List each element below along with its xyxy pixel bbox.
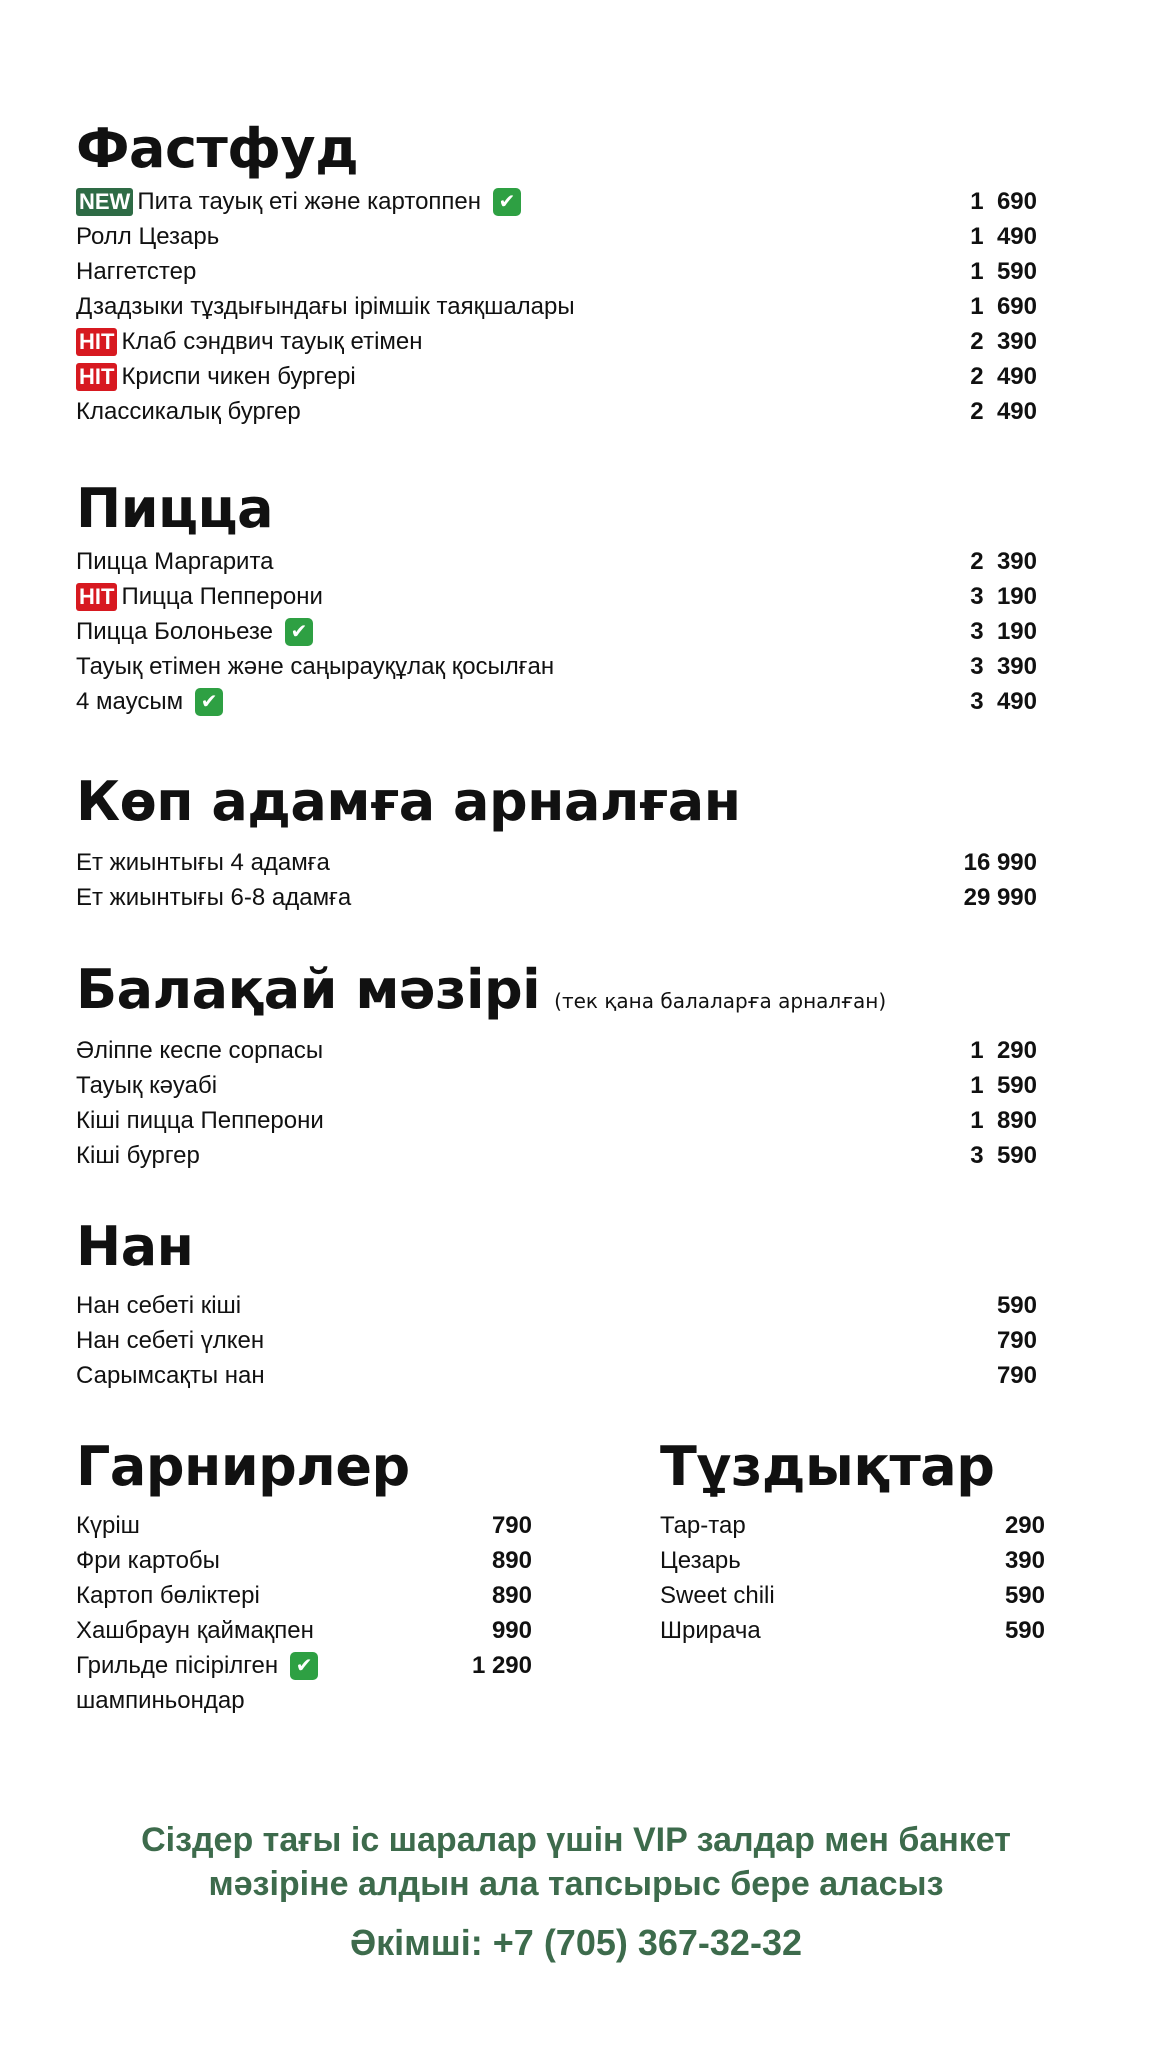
menu-item bbox=[76, 254, 1037, 289]
menu-item-label: Әліппе кеспе сорпасы bbox=[76, 1036, 324, 1064]
menu-item-label: Пицца Маргарита bbox=[76, 547, 274, 575]
menu-item-name bbox=[76, 884, 351, 912]
menu-item-label: Цезарь bbox=[660, 1546, 741, 1574]
menu-item-label: Күріш bbox=[76, 1511, 140, 1539]
menu-item-name bbox=[76, 1652, 318, 1680]
menu-item-name bbox=[660, 1512, 746, 1540]
menu-item-price: 2 390 bbox=[970, 327, 1037, 355]
menu-item-price: 590 bbox=[1004, 1616, 1045, 1644]
menu-item-price: 590 bbox=[1004, 1581, 1045, 1609]
menu-item-label: Наггетстер bbox=[76, 257, 197, 285]
menu-item-price: 1 690 bbox=[970, 187, 1037, 215]
section-title-sides: Гарнирлер bbox=[76, 1435, 410, 1498]
menu-item-label: Сарымсақты нан bbox=[76, 1361, 265, 1389]
menu-item-label: Ет жиынтығы 6-8 адамға bbox=[76, 883, 352, 911]
sauces-list bbox=[660, 1508, 1045, 1648]
menu-item-price: 1 490 bbox=[970, 222, 1037, 250]
section-title-kids bbox=[76, 958, 1037, 1021]
menu-item-name bbox=[76, 223, 219, 251]
menu-item-name bbox=[76, 1327, 264, 1355]
section-sauces bbox=[660, 1435, 1045, 1648]
menu-item bbox=[76, 845, 1037, 880]
menu-item-price: 29 990 bbox=[963, 883, 1037, 911]
menu-item bbox=[76, 1323, 1037, 1358]
menu-item bbox=[76, 184, 1037, 219]
group-list bbox=[76, 845, 1037, 915]
section-bread bbox=[76, 1215, 1037, 1393]
menu-item-price: 890 bbox=[491, 1546, 532, 1574]
menu-item-price: 990 bbox=[491, 1616, 532, 1644]
menu-item-price: 790 bbox=[491, 1511, 532, 1539]
menu-item-name bbox=[76, 398, 301, 426]
hit-badge: HIT bbox=[76, 328, 117, 356]
menu-item-label: Ет жиынтығы 4 адамға bbox=[76, 848, 330, 876]
menu-item-name bbox=[76, 653, 554, 681]
menu-item-price: 590 bbox=[996, 1291, 1037, 1319]
menu-item-label: Картоп бөліктері bbox=[76, 1581, 260, 1609]
menu-item bbox=[76, 544, 1037, 579]
menu-item-price: 1 890 bbox=[970, 1106, 1037, 1134]
section-fastfood bbox=[76, 117, 1037, 429]
footer-line-1: Сіздер тағы іс шаралар үшін VIP залдар мен банкет bbox=[141, 1821, 1011, 1859]
menu-item bbox=[660, 1578, 1045, 1613]
menu-item-name bbox=[660, 1582, 775, 1610]
menu-item bbox=[76, 880, 1037, 915]
menu-item-name bbox=[76, 328, 423, 356]
menu-item-name bbox=[76, 583, 323, 611]
hit-badge: HIT bbox=[76, 583, 117, 611]
menu-item bbox=[76, 579, 1037, 614]
menu-item bbox=[76, 1358, 1037, 1393]
section-group bbox=[76, 770, 1037, 915]
menu-item-name bbox=[76, 363, 356, 391]
menu-item bbox=[76, 1068, 1037, 1103]
menu-item-name bbox=[76, 618, 313, 646]
hit-badge: HIT bbox=[76, 363, 117, 391]
menu-item-label: Пицца Болоньезе bbox=[76, 617, 274, 645]
section-pizza bbox=[76, 477, 1037, 719]
menu-item-label: Фри картобы bbox=[76, 1546, 220, 1574]
menu-item bbox=[76, 289, 1037, 324]
menu-item bbox=[76, 359, 1037, 394]
menu-item-name bbox=[76, 849, 330, 877]
menu-item-name bbox=[76, 1362, 265, 1390]
menu-item bbox=[76, 219, 1037, 254]
menu-item-label: Шрирача bbox=[660, 1616, 761, 1644]
menu-item-price: 1 290 bbox=[970, 1036, 1037, 1064]
menu-item bbox=[76, 1103, 1037, 1138]
menu-item-price: 3 490 bbox=[970, 687, 1037, 715]
sides-last-line-text: шампиньондар bbox=[76, 1686, 245, 1714]
menu-item bbox=[660, 1613, 1045, 1648]
footer bbox=[0, 1818, 1152, 1964]
menu-item-name bbox=[76, 1617, 314, 1645]
menu-item-label: Тар-тар bbox=[660, 1511, 746, 1539]
menu-item-price: 290 bbox=[1004, 1511, 1045, 1539]
menu-item bbox=[76, 1543, 532, 1578]
menu-item bbox=[76, 649, 1037, 684]
sides-list bbox=[76, 1508, 532, 1683]
menu-item-price: 790 bbox=[996, 1361, 1037, 1389]
fastfood-list bbox=[76, 184, 1037, 429]
menu-item-name bbox=[76, 1107, 324, 1135]
menu-item-price: 1 690 bbox=[970, 292, 1037, 320]
menu-item bbox=[660, 1508, 1045, 1543]
menu-item bbox=[76, 1578, 532, 1613]
menu-item-name bbox=[76, 1582, 260, 1610]
menu-item-label: Тауық етімен және саңырауқұлақ қосылған bbox=[76, 652, 555, 680]
menu-item-label: Ролл Цезарь bbox=[76, 222, 220, 250]
menu-item-label: Грильде пісірілген bbox=[76, 1651, 279, 1679]
section-title-bread: Нан bbox=[76, 1215, 194, 1278]
menu-item bbox=[76, 1138, 1037, 1173]
menu-item bbox=[660, 1543, 1045, 1578]
menu-item-price: 2 390 bbox=[970, 547, 1037, 575]
menu-item-name bbox=[76, 1292, 241, 1320]
menu-item-label: Sweet chili bbox=[660, 1581, 775, 1609]
menu-item-name bbox=[76, 1512, 140, 1540]
menu-item bbox=[76, 684, 1037, 719]
menu-item-label: Хашбраун қаймақпен bbox=[76, 1616, 314, 1644]
sides-last-line bbox=[76, 1683, 532, 1718]
section-title-group: Көп адамға арналған bbox=[76, 770, 741, 833]
menu-item-label: Криспи чикен бургері bbox=[121, 362, 356, 390]
menu-item-label: 4 маусым bbox=[76, 687, 184, 715]
menu-item-name bbox=[76, 1037, 323, 1065]
menu-item-price: 3 190 bbox=[970, 582, 1037, 610]
menu-item bbox=[76, 1648, 532, 1683]
section-title-pizza: Пицца bbox=[76, 477, 274, 540]
footer-phone[interactable]: Әкімші: +7 (705) 367-32-32 bbox=[349, 1922, 802, 1963]
section-title-sauces: Тұздықтар bbox=[660, 1435, 995, 1498]
menu-item bbox=[76, 614, 1037, 649]
menu-item-label: Дзадзыки тұздығындағы ірімшік таяқшалары bbox=[76, 292, 575, 320]
menu-item bbox=[76, 324, 1037, 359]
kids-note: (тек қана балаларға арналған) bbox=[554, 989, 887, 1013]
menu-item-price: 3 590 bbox=[970, 1141, 1037, 1169]
menu-item bbox=[76, 1613, 532, 1648]
footer-line-2: мәзіріне алдын ала тапсырыс бере аласыз bbox=[208, 1865, 944, 1903]
menu-item-name bbox=[76, 548, 274, 576]
checkmark-icon: ✔ bbox=[285, 618, 313, 646]
section-kids bbox=[76, 958, 1037, 1173]
menu-item-name bbox=[76, 1072, 217, 1100]
menu-item-price: 390 bbox=[1004, 1546, 1045, 1574]
kids-title-text: Балақай мәзірі bbox=[76, 958, 541, 1021]
menu-item bbox=[76, 1033, 1037, 1068]
menu-item-name bbox=[660, 1617, 761, 1645]
menu-item-price: 890 bbox=[491, 1581, 532, 1609]
menu-item-name bbox=[76, 188, 521, 216]
menu-item-price: 790 bbox=[996, 1326, 1037, 1354]
menu-item-name bbox=[76, 293, 575, 321]
menu-item-name bbox=[76, 258, 196, 286]
menu-item-price: 1 590 bbox=[970, 257, 1037, 285]
menu-item-name bbox=[76, 1547, 220, 1575]
menu-item-name bbox=[76, 688, 223, 716]
menu-item-name bbox=[76, 1142, 200, 1170]
section-sides bbox=[76, 1435, 532, 1718]
menu-item-label: Клаб сэндвич тауық етімен bbox=[121, 327, 423, 355]
menu-item-label: Кіші пицца Пепперони bbox=[76, 1106, 324, 1134]
pizza-list bbox=[76, 544, 1037, 719]
section-title-fastfood: Фастфуд bbox=[76, 117, 359, 180]
menu-item-price: 2 490 bbox=[970, 397, 1037, 425]
menu-item-price: 2 490 bbox=[970, 362, 1037, 390]
menu-item-label: Пицца Пепперони bbox=[121, 582, 323, 610]
menu-item-label: Нан себеті үлкен bbox=[76, 1326, 265, 1354]
menu-item-price: 1 290 bbox=[471, 1651, 532, 1679]
menu-item bbox=[76, 394, 1037, 429]
menu-item-name bbox=[660, 1547, 741, 1575]
menu-item-price: 16 990 bbox=[963, 848, 1037, 876]
menu-item-label: Кіші бургер bbox=[76, 1141, 200, 1169]
checkmark-icon: ✔ bbox=[493, 188, 521, 216]
menu-item-label: Тауық кәуабі bbox=[76, 1071, 218, 1099]
checkmark-icon: ✔ bbox=[195, 688, 223, 716]
menu-item-price: 1 590 bbox=[970, 1071, 1037, 1099]
menu-item-price: 3 390 bbox=[970, 652, 1037, 680]
menu-item-label: Пита тауық еті және картоппен bbox=[137, 187, 482, 215]
menu-item-label: Нан себеті кіші bbox=[76, 1291, 242, 1319]
kids-list bbox=[76, 1033, 1037, 1173]
menu-item-label: Классикалық бургер bbox=[76, 397, 301, 425]
menu-item-price: 3 190 bbox=[970, 617, 1037, 645]
new-badge: NEW bbox=[76, 188, 133, 216]
bread-list bbox=[76, 1288, 1037, 1393]
menu-item bbox=[76, 1508, 532, 1543]
checkmark-icon: ✔ bbox=[290, 1652, 318, 1680]
menu-item bbox=[76, 1288, 1037, 1323]
